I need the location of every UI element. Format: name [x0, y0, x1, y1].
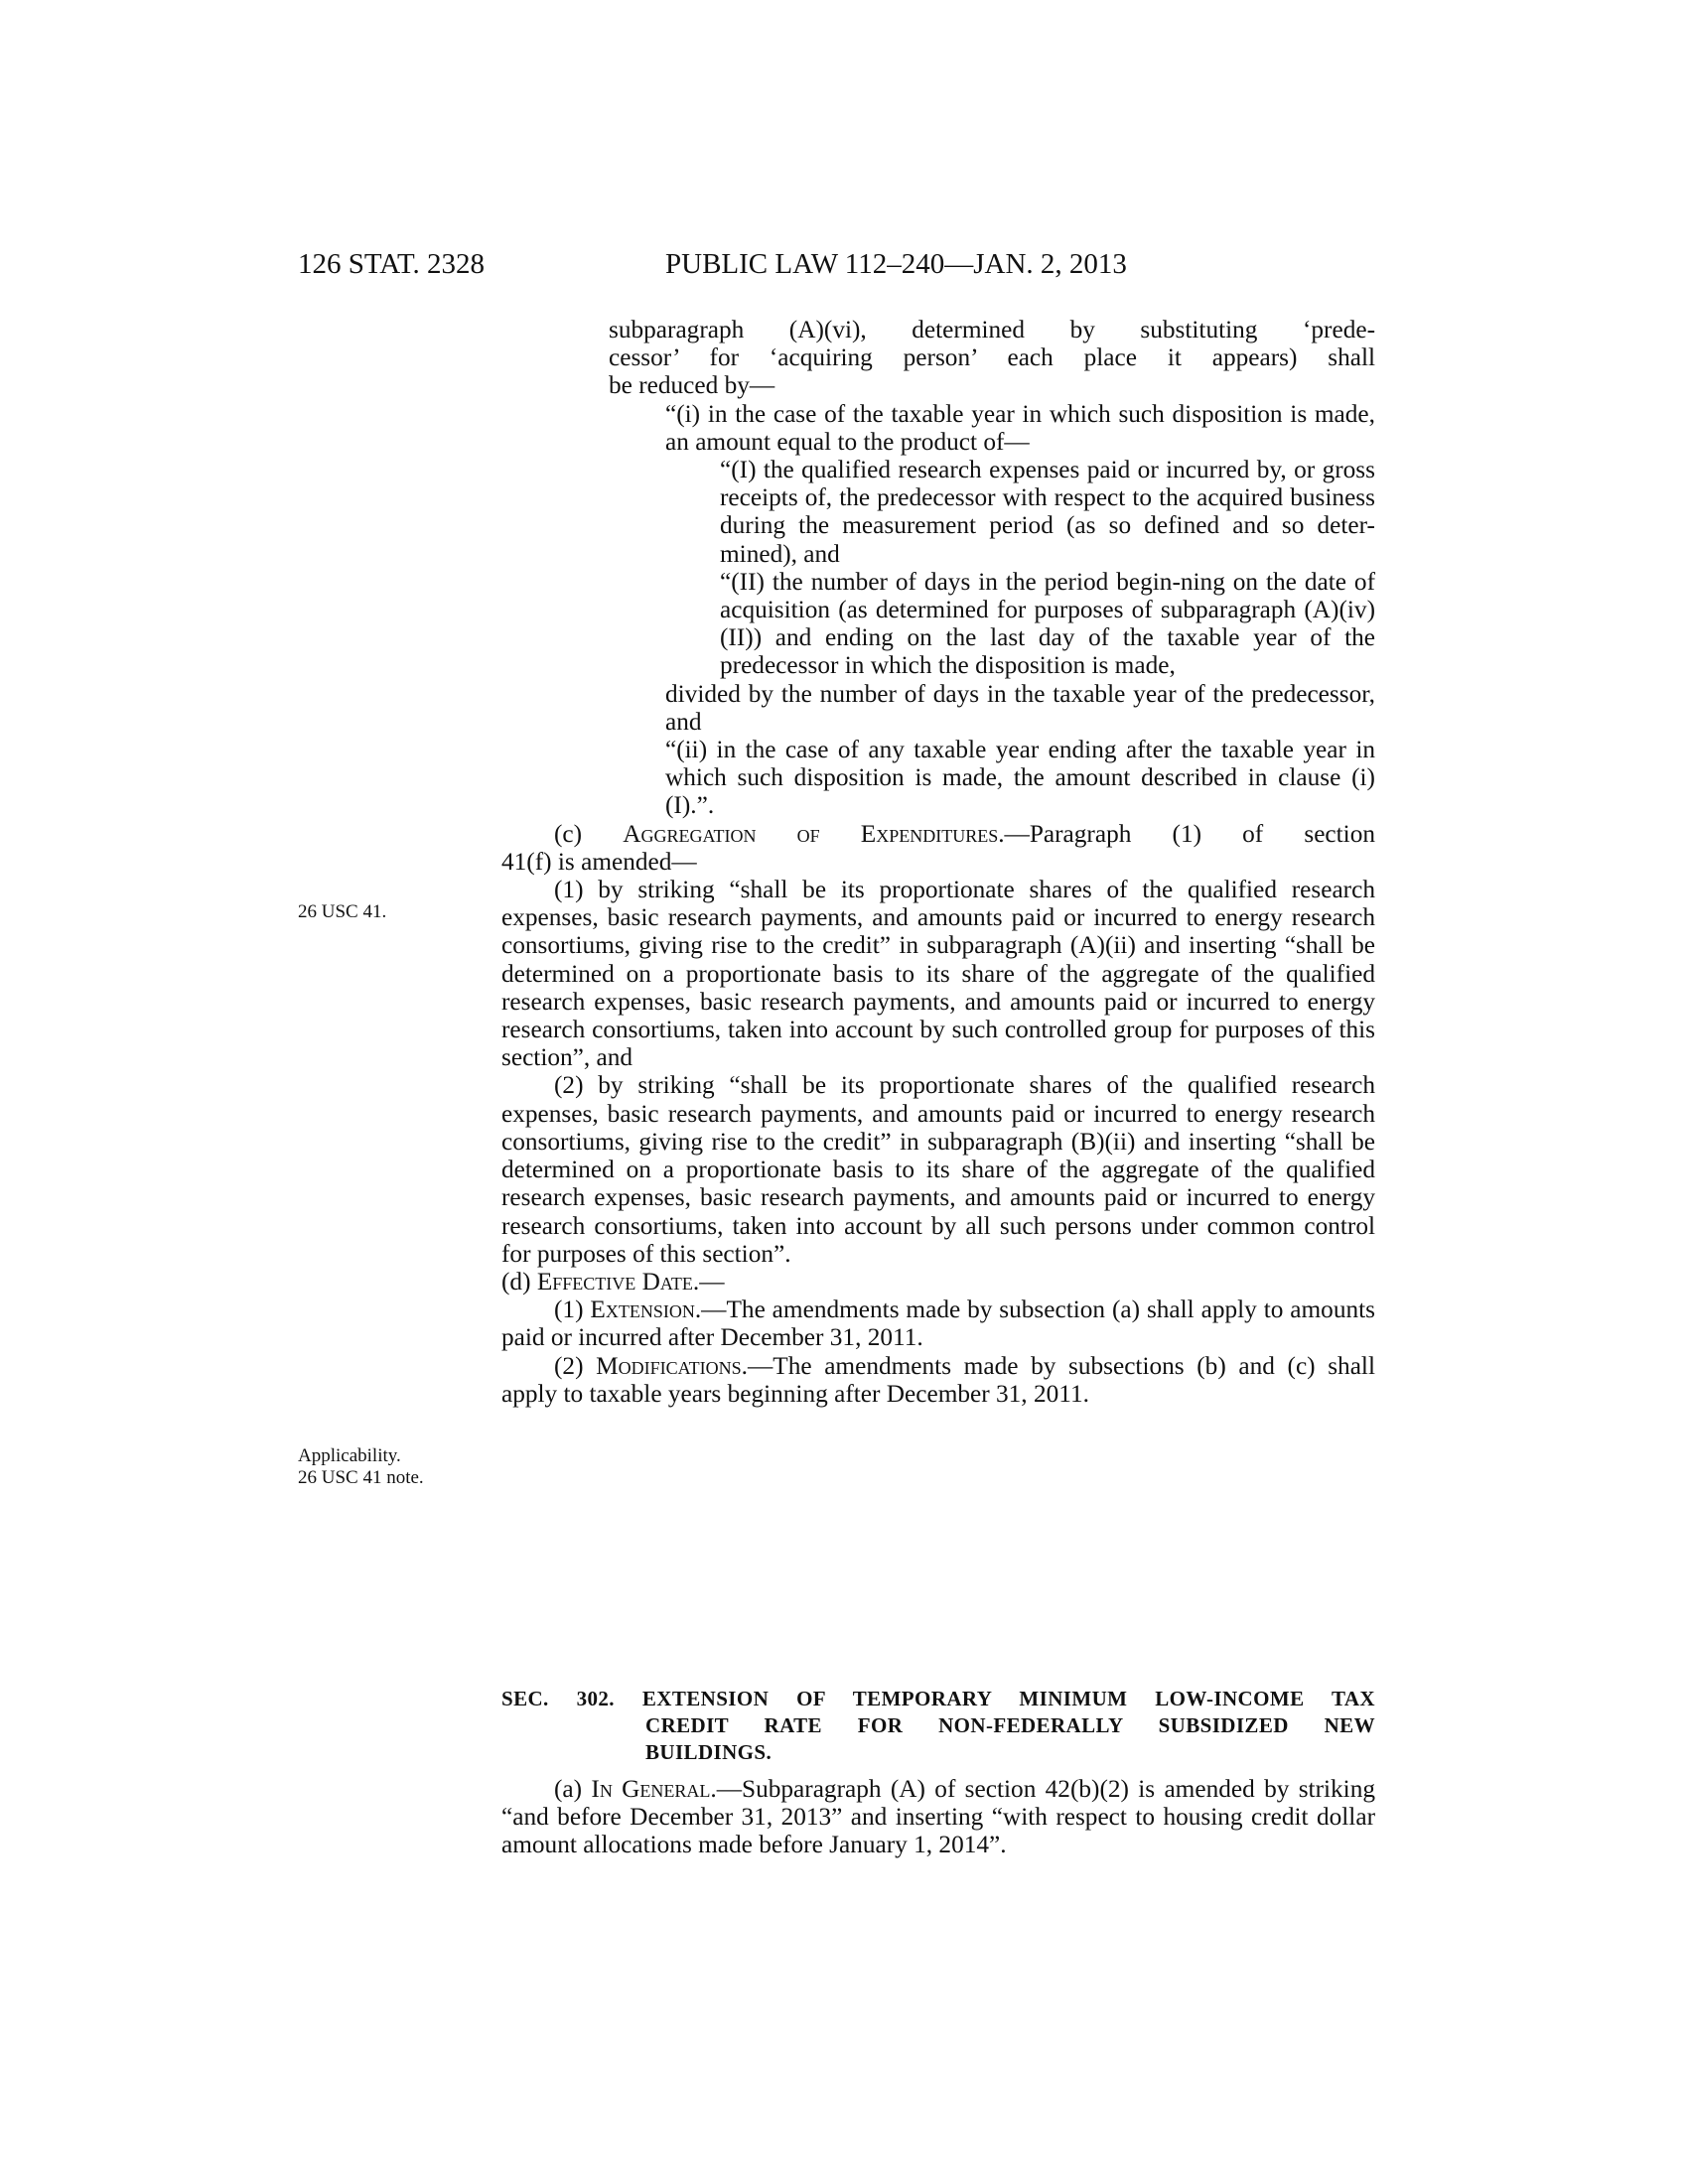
page-header — [298, 248, 1375, 288]
continuation-line: be reduced by— — [609, 371, 775, 400]
law-title: PUBLIC LAW 112–240—JAN. 2, 2013 — [665, 248, 1127, 280]
section-302-body — [501, 1775, 1375, 1859]
body-text — [501, 316, 1375, 1408]
d1-title: Extension — [590, 1296, 695, 1324]
d1-text: .—The amendments made by subsection (a) shall apply to amounts paid or incurred after December 31, 2011. — [501, 1296, 1375, 1352]
subsection-c-text-2: 41(f) is amended— — [501, 847, 697, 876]
clause-ii: “(ii) in the case of any taxable year ending after the taxable year in which such disposition is made, the amount described in clause (i)(I).”. — [665, 736, 1375, 820]
stat-page-number: 126 STAT. 2328 — [298, 248, 486, 280]
subsection-d-label: (d) — [501, 1267, 537, 1296]
subsection-c-label: (c) — [554, 819, 624, 848]
clause-i-text: “(i) in the case of the taxable year in which such disposition is made, an amount equal to the product of— — [665, 399, 1375, 456]
subsection-d-heading — [501, 1268, 1375, 1296]
continuation-line: cessor’ for ‘acquiring person’ each place it appears) shall — [609, 343, 1375, 372]
divided-by-text: divided by the number of days in the taxable year of the predecessor, and — [665, 679, 1375, 736]
margin-note-applicability: Applicability. — [298, 1445, 401, 1466]
section-302-heading-line-3: BUILDINGS. — [645, 1740, 773, 1764]
subsection-d-dash: .— — [692, 1267, 725, 1296]
d1-paragraph — [501, 1296, 1375, 1351]
d1-label: (1) — [554, 1296, 591, 1324]
d2-title: Modifications — [596, 1351, 742, 1380]
subsection-c-heading — [554, 820, 1375, 848]
d2-label: (2) — [554, 1351, 597, 1380]
subsection-d-title: Effective Date — [536, 1267, 693, 1296]
section-302-heading — [501, 1686, 1375, 1766]
subclause-I-text: “(I) the qualified research expenses paid or incurred by, or gross receipts of, the predecessor with respect to the acquired business during the measurement period (as so defined and so deter-mined), and — [720, 456, 1375, 568]
section-302-a-title: In General — [591, 1775, 711, 1803]
subclause-II-text: “(II) the number of days in the period begin-ning on the date of acquisition (as determined for purposes of subparagraph (A)(iv)(II)) and ending on the last day of the taxable year of the predecessor in which the disposition is made, — [720, 567, 1375, 680]
section-302-a-text: .—Subparagraph (A) of section 42(b)(2) is amended by striking “and before December 31, 2013” and inserting “with respect to housing credit dollar amount allocations made before January 1, 2014”. — [501, 1775, 1375, 1859]
continuation-line: subparagraph (A)(vi), determined by substituting ‘prede- — [609, 316, 1375, 343]
clause-i — [665, 400, 1375, 456]
section-302-a — [501, 1775, 1375, 1859]
d2-text: .—The amendments made by subsections (b) and (c) shall apply to taxable years beginning after December 31, 2011. — [501, 1351, 1375, 1408]
subclause-I — [720, 456, 1375, 568]
subsection-c-title: Aggregation of Expenditures — [623, 819, 999, 848]
section-302-heading-line-1: SEC. 302. EXTENSION OF TEMPORARY MINIMUM LOW-INCOME TAX — [501, 1687, 1375, 1710]
d2-paragraph — [501, 1352, 1375, 1408]
item-1: (1) by striking “shall be its proportionate shares of the qualified research expenses, basic research payments, and amounts paid or incurred to energy research consortiums, giving rise to the credit” in subparagraph (A)(ii) and inserting “shall be determined on a proportionate basis to its share of the aggregate of the qualified research expenses, basic research payments, and amounts paid or incurred to energy research consortiums, taken into account by such controlled group for purposes of this section”, and — [501, 876, 1375, 1072]
item-2: (2) by striking “shall be its proportionate shares of the qualified research expenses, basic research payments, and amounts paid or incurred to energy research consortiums, giving rise to the credit” in subparagraph (B)(ii) and inserting “shall be determined on a proportionate basis to its share of the aggregate of the qualified research expenses, basic research payments, and amounts paid or incurred to energy research consortiums, taken into account by all such persons under common control for purposes of this section”. — [501, 1071, 1375, 1268]
subsection-c-text: .—Paragraph (1) of section — [998, 819, 1376, 848]
section-302-heading-line-2: CREDIT RATE FOR NON-FEDERALLY SUBSIDIZED NEW — [645, 1713, 1375, 1737]
section-302-a-label: (a) — [554, 1775, 592, 1803]
subclause-II — [720, 568, 1375, 680]
margin-note-usc-41-note: 26 USC 41 note. — [298, 1467, 424, 1488]
margin-note-usc-41: 26 USC 41. — [298, 901, 387, 922]
